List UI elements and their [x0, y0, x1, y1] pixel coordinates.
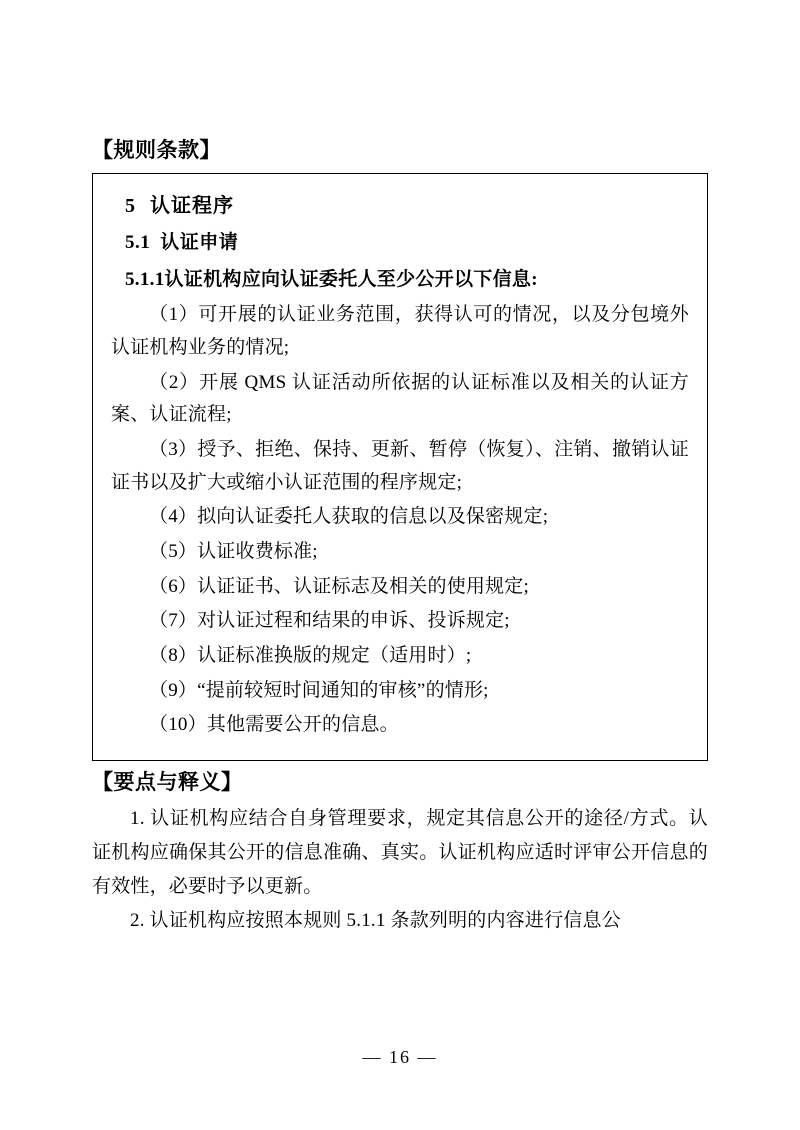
points-paragraph: 2. 认证机构应按照本规则 5.1.1 条款列明的内容进行信息公	[130, 909, 621, 931]
rule-item: （2）开展 QMS 认证活动所依据的认证标准以及相关的认证方案、认证流程;	[111, 371, 689, 426]
points-section-title: 【要点与释义】	[92, 770, 243, 795]
rule-item: （6）认证证书、认证标志及相关的使用规定;	[149, 575, 529, 597]
rule-item: （10）其他需要公开的信息。	[149, 714, 399, 736]
rule-heading-number: 5	[125, 195, 136, 218]
rule-subheading-text: 认证申请	[160, 232, 239, 254]
rule-clause-number: 5.1.1	[125, 268, 165, 290]
rule-clause-text: 认证机构应向认证委托人至少公开以下信息:	[164, 268, 538, 290]
rule-clause-line	[125, 265, 689, 296]
rule-item: （5）认证收费标准;	[149, 541, 318, 563]
rule-item: （9）“提前较短时间通知的审核”的情形;	[149, 679, 489, 701]
page-number: — 16 —	[362, 1047, 438, 1067]
rule-item: （4）拟向认证委托人获取的信息以及保密规定;	[149, 506, 549, 528]
rule-item: （1）可开展的认证业务范围，获得认可的情况，以及分包境外认证机构业务的情况;	[111, 304, 689, 359]
rule-heading	[125, 190, 689, 222]
rule-subheading	[125, 228, 689, 258]
rule-item: （3）授予、拒绝、保持、更新、暂停（恢复）、注销、撤销认证证书以及扩大或缩小认证范围的程序规定;	[111, 439, 689, 493]
rule-clause-box	[92, 173, 708, 761]
rule-section-title: 【规则条款】	[92, 138, 221, 162]
rule-subheading-number: 5.1	[125, 232, 151, 254]
rule-heading-text: 认证程序	[150, 195, 234, 218]
rule-item: （7）对认证过程和结果的申诉、投诉规定;	[149, 610, 510, 632]
points-paragraph: 1. 认证机构应结合自身管理要求，规定其信息公开的途径/方式。认证机构应确保其公开的信息准确、真实。认证机构应适时评审公开信息的有效性，必要时予以更新。	[92, 808, 708, 897]
rule-item: （8）认证标准换版的规定（适用时）;	[149, 645, 472, 667]
